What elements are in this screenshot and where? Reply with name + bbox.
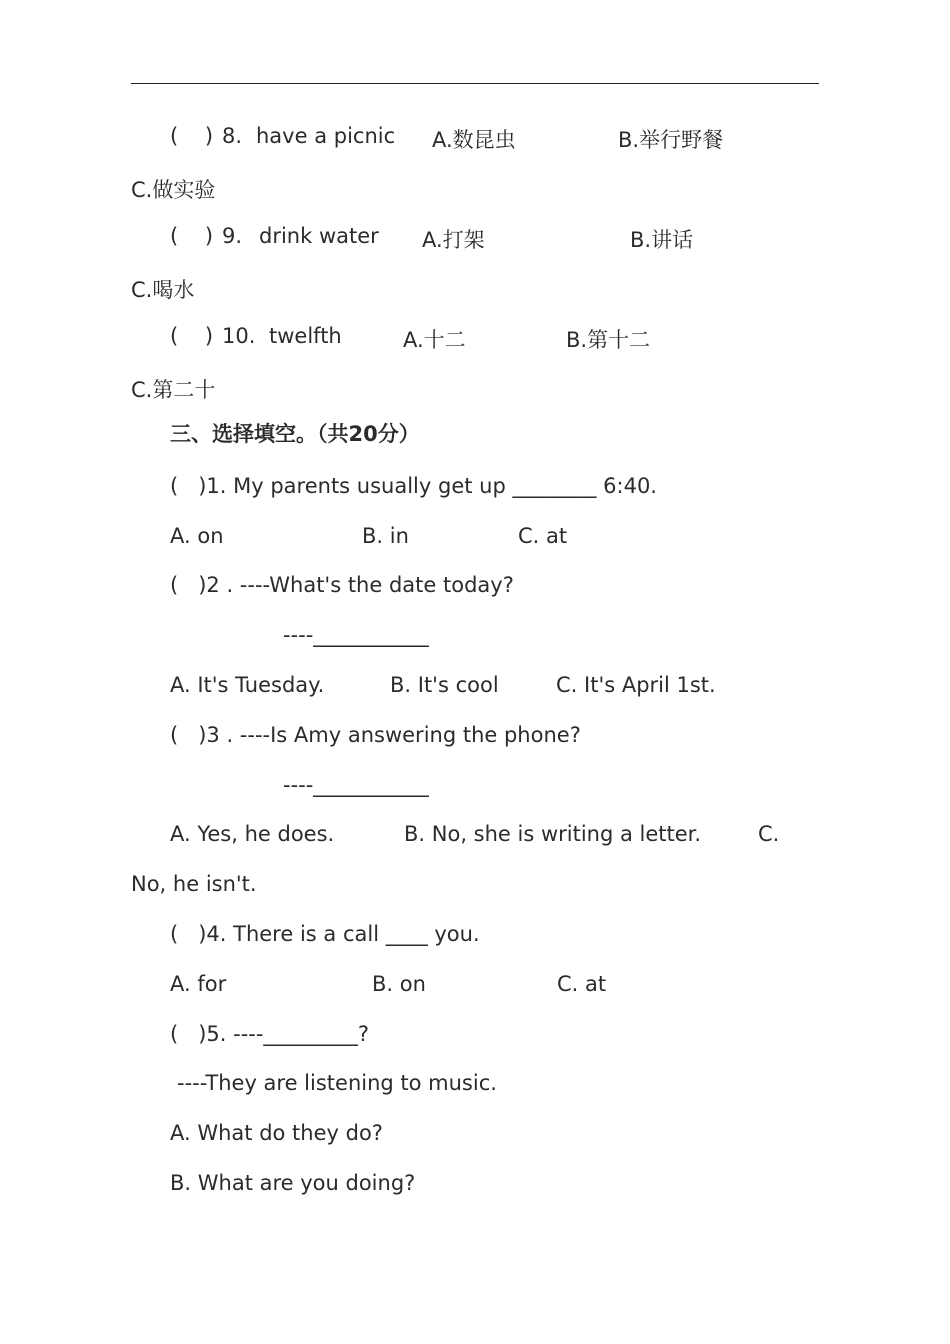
item-number: 10. <box>222 324 256 348</box>
answer-blank: ----___________ <box>283 623 429 647</box>
option-a: A.数昆虫 <box>432 128 516 152</box>
question-stem: ( )1. My parents usually get up ________ 6:40. <box>170 474 657 498</box>
option-c: C. at <box>518 524 568 548</box>
option-b: B.讲话 <box>630 228 694 252</box>
header-rule <box>131 83 819 84</box>
item-term: have a picnic <box>256 124 396 148</box>
item-number: 8. <box>222 124 243 148</box>
answer-paren: ( ) <box>170 224 214 248</box>
option-c: C.第二十 <box>131 378 216 402</box>
item-number: 9. <box>222 224 243 248</box>
answer-paren: ( ) <box>170 324 214 348</box>
section-heading <box>170 424 420 445</box>
option-c-label: C. <box>758 822 780 846</box>
option-a: A. What do they do? <box>170 1121 383 1145</box>
question-stem: ( )4. There is a call ____ you. <box>170 922 480 946</box>
option-b: B. What are you doing? <box>170 1171 416 1195</box>
option-b: B.第十二 <box>566 328 651 352</box>
option-b: B. on <box>372 972 426 996</box>
option-c: C.喝水 <box>131 278 195 302</box>
option-a: A. for <box>170 972 227 996</box>
question-reply: ----They are listening to music. <box>177 1071 497 1095</box>
heading-suffix: 分） <box>377 422 420 446</box>
answer-blank: ----___________ <box>283 773 429 797</box>
answer-paren: ( ) <box>170 124 214 148</box>
option-a: A. Yes, he does. <box>170 822 335 846</box>
option-c: C.做实验 <box>131 178 216 202</box>
item-term: twelfth <box>269 324 342 348</box>
option-b: B. No, she is writing a letter. <box>404 822 702 846</box>
option-c: C. at <box>557 972 607 996</box>
question-stem: ( )3 . ----Is Amy answering the phone? <box>170 723 581 747</box>
item-term: drink water <box>259 224 379 248</box>
heading-text: 三、选择填空。（共 <box>170 422 349 446</box>
option-a: A. It's Tuesday. <box>170 673 325 697</box>
option-a: A. on <box>170 524 224 548</box>
option-b: B. It's cool <box>390 673 499 697</box>
option-a: A.十二 <box>403 328 466 352</box>
question-stem: ( )2 . ----What's the date today? <box>170 573 514 597</box>
option-b: B.举行野餐 <box>618 128 724 152</box>
option-c-text: No, he isn't. <box>131 872 257 896</box>
option-a: A.打架 <box>422 228 485 252</box>
option-b: B. in <box>362 524 409 548</box>
option-c: C. It's April 1st. <box>556 673 716 697</box>
question-stem: ( )5. ----_________? <box>170 1022 370 1046</box>
heading-points: 20 <box>348 422 378 446</box>
